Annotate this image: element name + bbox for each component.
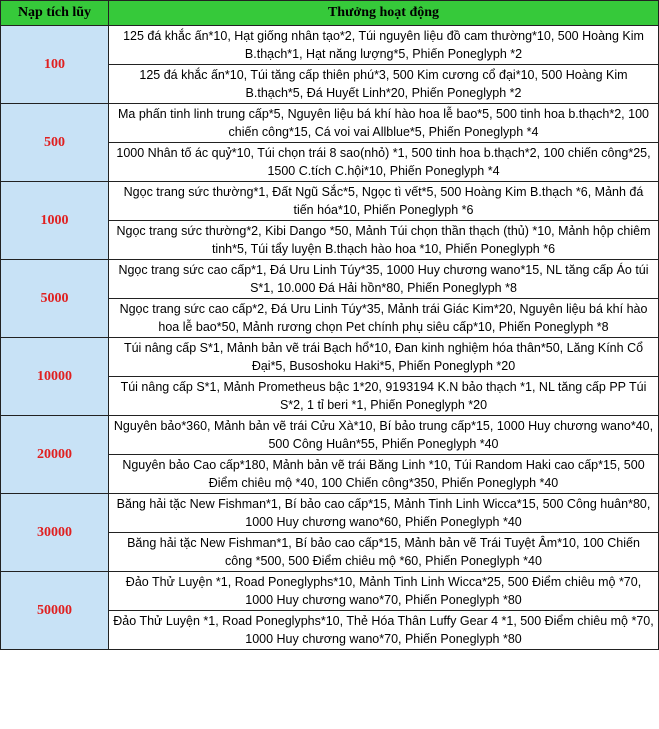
tier-cell-30000: 30000 <box>1 494 109 572</box>
reward-cell: Ngọc trang sức cao cấp*1, Đá Uru Linh Túy*35, 1000 Huy chương wano*15, NL tăng cấp Áo túi S*1, 10.000 Đá Hải hồn*80, Phiến Poneglyph *8 <box>109 260 659 299</box>
reward-cell: Ngọc trang sức cao cấp*2, Đá Uru Linh Túy*35, Mảnh trái Giác Kim*20, Nguyên liệu bá khí hào hoa lễ bao*50, Mảnh rương chọn Pet chính phụ siêu cấp*10, Phiến Poneglyph *8 <box>109 299 659 338</box>
tier-cell-1000: 1000 <box>1 182 109 260</box>
tier-cell-100: 100 <box>1 26 109 104</box>
reward-cell: Đảo Thử Luyện *1, Road Poneglyphs*10, Thẻ Hóa Thân Luffy Gear 4 *1, 500 Điểm chiêu mộ *70, 1000 Huy chương wano*70, Phiến Poneglyph *80 <box>109 611 659 650</box>
reward-cell: Nguyên bảo Cao cấp*180, Mảnh bản vẽ trái Băng Linh *10, Túi Random Haki cao cấp*15, 500 Điểm chiêu mộ *40, 100 Chiến công*350, Phiến Poneglyph *40 <box>109 455 659 494</box>
table-row <box>1 104 659 143</box>
reward-cell: 1000 Nhân tố ác quỷ*10, Túi chọn trái 8 sao(nhỏ) *1, 500 tinh hoa b.thạch*2, 100 chiến công*25, 1500 C.tích C.hội*10, Phiến Poneglyph *4 <box>109 143 659 182</box>
table-row <box>1 26 659 65</box>
table-row <box>1 572 659 611</box>
table-row <box>1 416 659 455</box>
reward-cell: Đảo Thử Luyện *1, Road Poneglyphs*10, Mảnh Tinh Linh Wicca*25, 500 Điểm chiêu mộ *70, 1000 Huy chương wano*70, Phiến Poneglyph *80 <box>109 572 659 611</box>
reward-cell: Ngọc trang sức thường*2, Kibi Dango *50, Mảnh Túi chọn thần thạch (thủ) *10, Mảnh hộp chiêm tinh*5, Túi tẩy luyện B.thạch hào hoa *10, Phiến Poneglyph *6 <box>109 221 659 260</box>
table-row <box>1 182 659 221</box>
tier-cell-500: 500 <box>1 104 109 182</box>
header-tier: Nạp tích lũy <box>1 1 109 26</box>
reward-cell: Túi nâng cấp S*1, Mảnh bản vẽ trái Bạch hổ*10, Đan kinh nghiệm hóa thân*50, Lăng Kính Cổ Đại*5, Busoshoku Haki*5, Phiến Poneglyph *20 <box>109 338 659 377</box>
table-row <box>1 260 659 299</box>
table-row <box>1 494 659 533</box>
tier-cell-5000: 5000 <box>1 260 109 338</box>
tier-cell-50000: 50000 <box>1 572 109 650</box>
header-reward: Thưởng hoạt động <box>109 1 659 26</box>
reward-cell: Ngọc trang sức thường*1, Đất Ngũ Sắc*5, Ngọc tì vết*5, 500 Hoàng Kim B.thạch *6, Mảnh đá tiến hóa*10, Phiến Poneglyph *6 <box>109 182 659 221</box>
reward-cell: Túi nâng cấp S*1, Mảnh Prometheus bậc 1*20, 9193194 K.N bảo thạch *1, NL tăng cấp PP Túi S*2, 1 tỉ beri *1, Phiến Poneglyph *20 <box>109 377 659 416</box>
reward-cell: 125 đá khắc ấn*10, Túi tăng cấp thiên phú*3, 500 Kim cương cổ đại*10, 500 Hoàng Kim B.thạch*5, Đá Huyết Linh*20, Phiến Poneglyph *2 <box>109 65 659 104</box>
reward-cell: Băng hải tặc New Fishman*1, Bí bảo cao cấp*15, Mảnh Tinh Linh Wicca*15, 500 Công huân*80, 1000 Huy chương wano*60, Phiến Poneglyph *40 <box>109 494 659 533</box>
reward-cell: Băng hải tặc New Fishman*1, Bí bảo cao cấp*15, Mảnh bản vẽ Trái Tuyệt Âm*10, 100 Chiến công *500, 500 Điểm chiêu mộ *60, Phiến Poneglyph *40 <box>109 533 659 572</box>
tier-cell-20000: 20000 <box>1 416 109 494</box>
table-row <box>1 338 659 377</box>
reward-cell: Nguyên bảo*360, Mảnh bản vẽ trái Cửu Xà*10, Bí bảo trung cấp*15, 1000 Huy chương wano*40, 500 Công Huân*55, Phiến Poneglyph *40 <box>109 416 659 455</box>
reward-cell: 125 đá khắc ấn*10, Hạt giống nhân tạo*2, Túi nguyên liệu đồ cam thường*10, 500 Hoàng Kim B.thạch*1, Hạt năng lượng*5, Phiến Poneglyph *2 <box>109 26 659 65</box>
header-row <box>1 1 659 26</box>
reward-cell: Ma phấn tinh linh trung cấp*5, Nguyên liệu bá khí hào hoa lễ bao*5, 500 tinh hoa b.thạch*2, 100 chiến công*15, Cá voi vai Allblue*5, Phiến Poneglyph *4 <box>109 104 659 143</box>
tier-cell-10000: 10000 <box>1 338 109 416</box>
